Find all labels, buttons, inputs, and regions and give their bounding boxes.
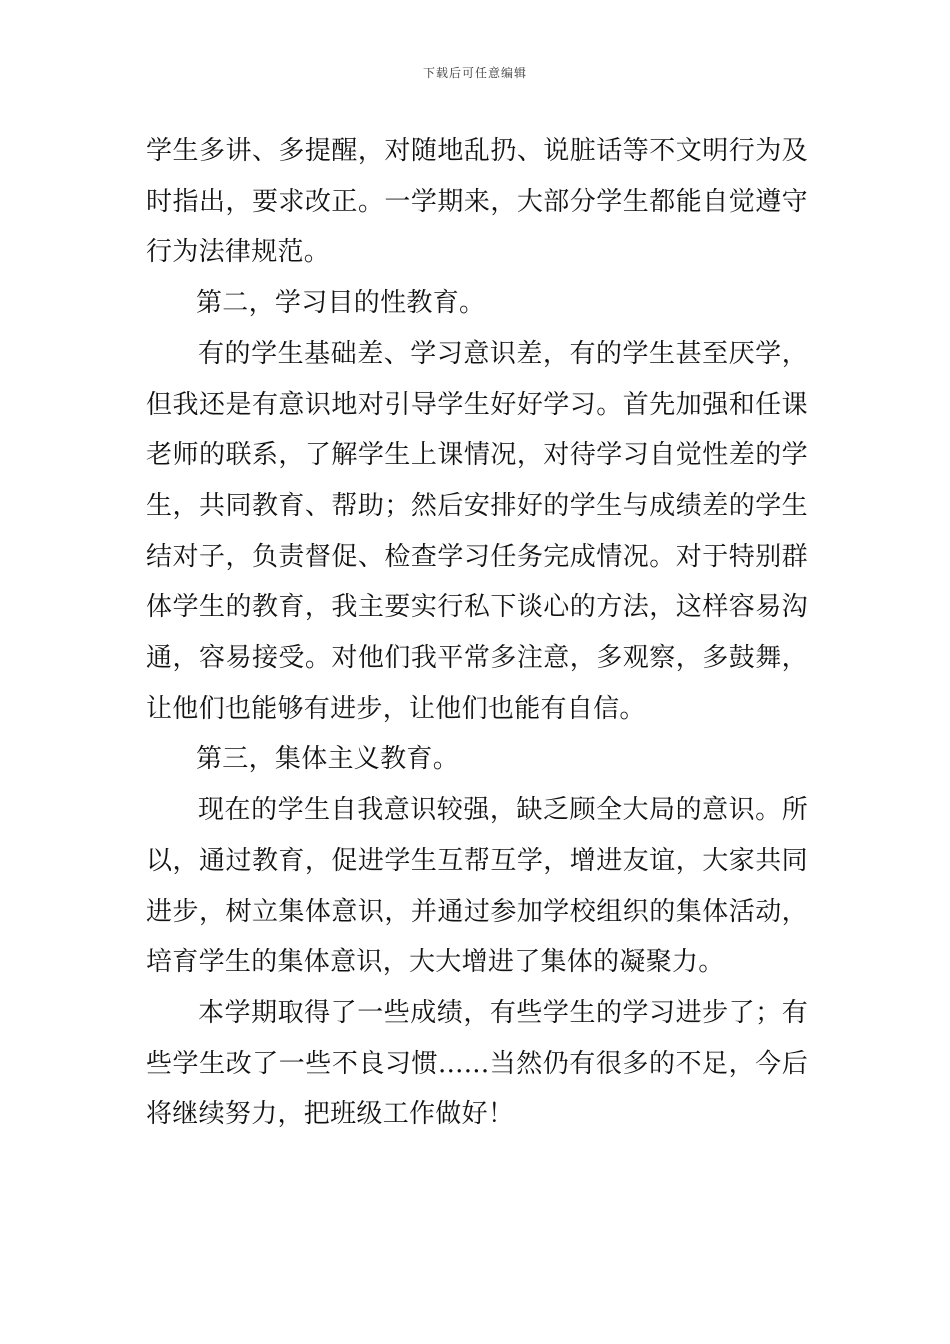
section-heading-third: 第三，集体主义教育。 [196, 744, 460, 775]
paragraph-continuation: 学生多讲、多提醒，对随地乱扔、说脏话等不文明行为及时指出，要求改正。一学期来，大部分学生都能自觉遵守行为法律规范。 [146, 136, 808, 268]
section-heading-second: 第二，学习目的性教育。 [196, 288, 486, 319]
paragraph-collectivism: 现在的学生自我意识较强，缺乏顾全大局的意识。所以，通过教育，促进学生互帮互学，增进友谊，大家共同进步，树立集体意识，并通过参加学校组织的集体活动，培育学生的集体意识，大大增进了集体的凝聚力。 [146, 795, 808, 978]
document-body [146, 126, 808, 1140]
paragraph-conclusion: 本学期取得了一些成绩，有些学生的学习进步了；有些学生改了一些不良习惯......当然仍有很多的不足，今后将继续努力，把班级工作做好！ [146, 997, 808, 1130]
page-header: 下载后可任意编辑 [422, 66, 527, 80]
paragraph-study-purpose: 有的学生基础差、学习意识差，有的学生甚至厌学，但我还是有意识地对引导学生好好学习。首先加强和任课老师的联系，了解学生上课情况，对待学习自觉性差的学生，共同教育、帮助；然后安排好的学生与成绩差的学生结对子，负责督促、检查学习任务完成情况。对于特别群体学生的教育，我主要实行私下谈心的方法，这样容易沟通，容易接受。对他们我平常多注意，多观察，多鼓舞，让他们也能够有进步，让他们也能有自信。 [146, 338, 808, 724]
